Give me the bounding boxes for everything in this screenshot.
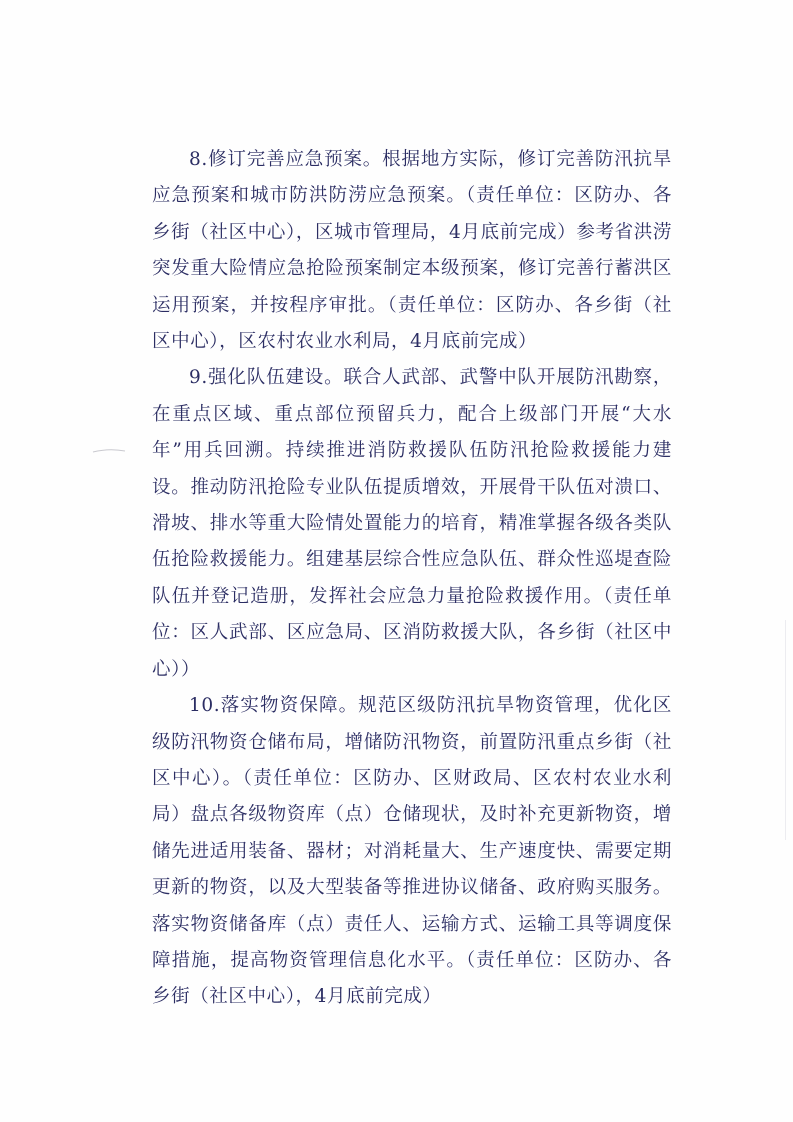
paragraph-8-emergency-plans: 8.修订完善应急预案。根据地方实际，修订完善防汛抗旱应急预案和城市防洪防涝应急预案。（责任单位：区防办、各乡街（社区中心），区城市管理局，4月底前完成）参考省洪涝突发重大险情应急抢险预案制定本级预案，修订完善行蓄洪区运用预案，并按程序审批。（责任单位：区防办、各乡街（社区中心），区农村农业水利局，4月底前完成） [152,149,672,353]
document-body [152,142,672,1016]
paragraph-10-material-support: 10.落实物资保障。规范区级防汛抗旱物资管理，优化区级防汛物资仓储布局，增储防汛物资，前置防汛重点乡街（社区中心）。（责任单位：区防办、区财政局、区农村农业水利局）盘点各级物资库（点）仓储现状，及时补充更新物资，增储先进适用装备、器材；对消耗量大、生产速度快、需要定期更新的物资，以及大型装备等推进协议储备、政府购买服务。落实物资储备库（点）责任人、运输方式、运输工具等调度保障措施，提高物资管理信息化水平。（责任单位：区防办、各乡街（社区中心），4月底前完成） [152,695,672,1008]
paragraph-9-team-building: 9.强化队伍建设。联合人武部、武警中队开展防汛勘察，在重点区域、重点部位预留兵力，配合上级部门开展“大水年”用兵回溯。持续推进消防救援队伍防汛抢险救援能力建设。推动防汛抢险专业队伍提质增效，开展骨干队伍对溃口、滑坡、排水等重大险情处置能力的培育，精准掌握各级各类队伍抢险救援能力。组建基层综合性应急队伍、群众性巡堤查险队伍并登记造册，发挥社会应急力量抢险救援作用。（责任单位：区人武部、区应急局、区消防救援大队，各乡街（社区中心）） [152,367,672,680]
scan-edge-shadow [783,620,789,840]
scan-artifact-mark [92,448,126,454]
